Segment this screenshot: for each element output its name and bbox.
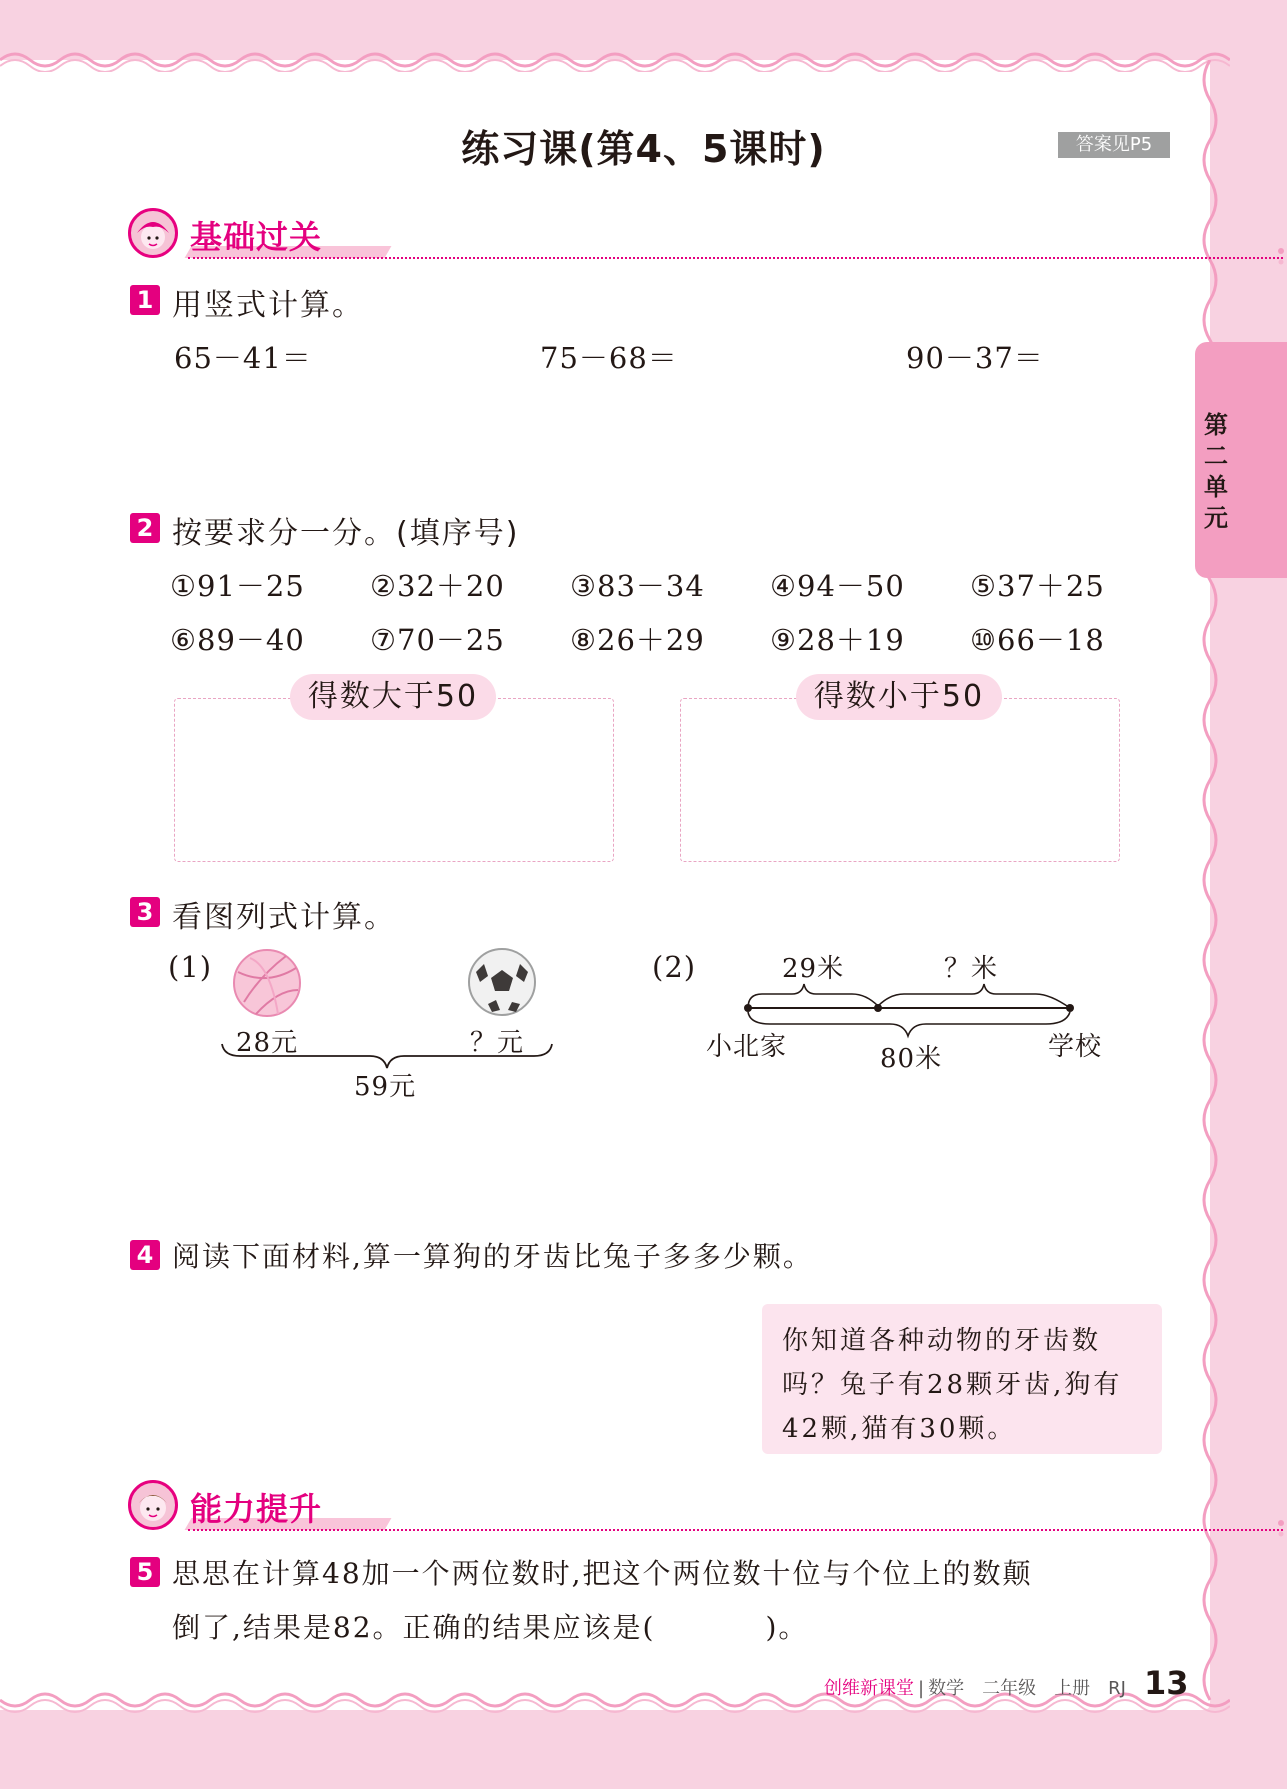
calc-item: 65－41＝ (174, 341, 312, 375)
answer-box-less-label: 得数小于50 (796, 674, 1002, 720)
section-divider (188, 257, 1283, 259)
question-number: 5 (130, 1557, 160, 1587)
section-basic-title: 基础过关 (190, 218, 323, 256)
footer (824, 1674, 1126, 1700)
total-price: 59元 (354, 1072, 417, 1102)
info-line: 42颗,猫有30颗。 (782, 1414, 1017, 1444)
question-3-text: 看图列式计算。 (172, 900, 396, 935)
segment-2-length: ？米 (944, 954, 999, 984)
soccer-ball-price: ？元 (470, 1028, 525, 1058)
footer-separator: | (918, 1678, 925, 1699)
start-place-label: 小北家 (706, 1032, 788, 1062)
expression-item: ①91－25 (170, 569, 305, 603)
answer-box-greater-label: 得数大于50 (290, 674, 496, 720)
side-tab-char: 单 (1204, 473, 1228, 501)
expression-item: ②32＋20 (370, 569, 505, 603)
total-distance: 80米 (880, 1044, 943, 1074)
section-divider (188, 1529, 1283, 1531)
question-5-line-1: 思思在计算48加一个两位数时,把这个两位数十位与个位上的数颠 (172, 1557, 1033, 1590)
page-number: 13 (1144, 1664, 1189, 1702)
expression-item: ⑨28＋19 (770, 623, 905, 657)
question-5-suffix: )。 (765, 1611, 809, 1644)
question-number: 2 (130, 513, 160, 543)
decorative-dots-icon (1276, 246, 1287, 266)
question-4-text: 阅读下面材料,算一算狗的牙齿比兔子多多少颗。 (172, 1240, 813, 1273)
calc-item: 75－68＝ (540, 341, 678, 375)
basketball-icon (230, 946, 304, 1020)
part-1-label: (1) (168, 950, 213, 984)
question-5-line-2 (172, 1606, 808, 1646)
section-advanced-title: 能力提升 (190, 1490, 323, 1528)
expression-item: ⑥89－40 (170, 623, 305, 657)
info-line: 吗？兔子有28颗牙齿,狗有 (782, 1370, 1123, 1400)
question-number: 1 (130, 285, 160, 315)
footer-info: 数学 二年级 上册 RJ (928, 1678, 1126, 1699)
distance-line-diagram (740, 980, 1080, 1040)
answer-reference-tag: 答案见P5 (1058, 132, 1170, 158)
expression-item: ③83－34 (570, 569, 705, 603)
answer-box-greater[interactable] (174, 698, 614, 862)
top-wave-border (0, 46, 1230, 72)
unit-side-tab-label (1196, 410, 1236, 534)
calc-item: 90－37＝ (906, 341, 1044, 375)
segment-1-length: 29米 (782, 954, 845, 984)
girl-mascot-icon (128, 208, 178, 258)
basketball-price: 28元 (236, 1028, 299, 1058)
side-tab-char: 二 (1204, 442, 1228, 470)
section-basic-header (128, 208, 1188, 258)
side-tab-char: 元 (1204, 504, 1228, 532)
decorative-dots-icon (1276, 1518, 1287, 1538)
reading-material-box (762, 1304, 1162, 1454)
expression-item: ⑦70－25 (370, 623, 505, 657)
boy-mascot-icon (128, 1480, 178, 1530)
question-5-prefix: 倒了,结果是82。正确的结果应该是( (172, 1611, 656, 1644)
soccer-ball-icon (466, 946, 538, 1018)
question-1-text: 用竖式计算。 (172, 288, 364, 323)
answer-box-less[interactable] (680, 698, 1120, 862)
expression-item: ④94－50 (770, 569, 905, 603)
info-line: 你知道各种动物的牙齿数 (782, 1326, 1102, 1356)
question-number: 3 (130, 897, 160, 927)
expression-item: ⑧26＋29 (570, 623, 705, 657)
question-2-text: 按要求分一分。(填序号) (172, 516, 520, 551)
footer-brand: 创维新课堂 (824, 1678, 914, 1699)
page-title: 练习课(第4、5课时) (461, 127, 826, 171)
expression-item: ⑤37＋25 (970, 569, 1105, 603)
question-number: 4 (130, 1240, 160, 1270)
part-2-label: (2) (652, 950, 697, 984)
expression-item: ⑩66－18 (970, 623, 1105, 657)
side-tab-char: 第 (1204, 411, 1228, 439)
section-advanced-header (128, 1480, 1188, 1530)
right-wave-border (1196, 60, 1224, 1710)
end-place-label: 学校 (1048, 1032, 1103, 1062)
